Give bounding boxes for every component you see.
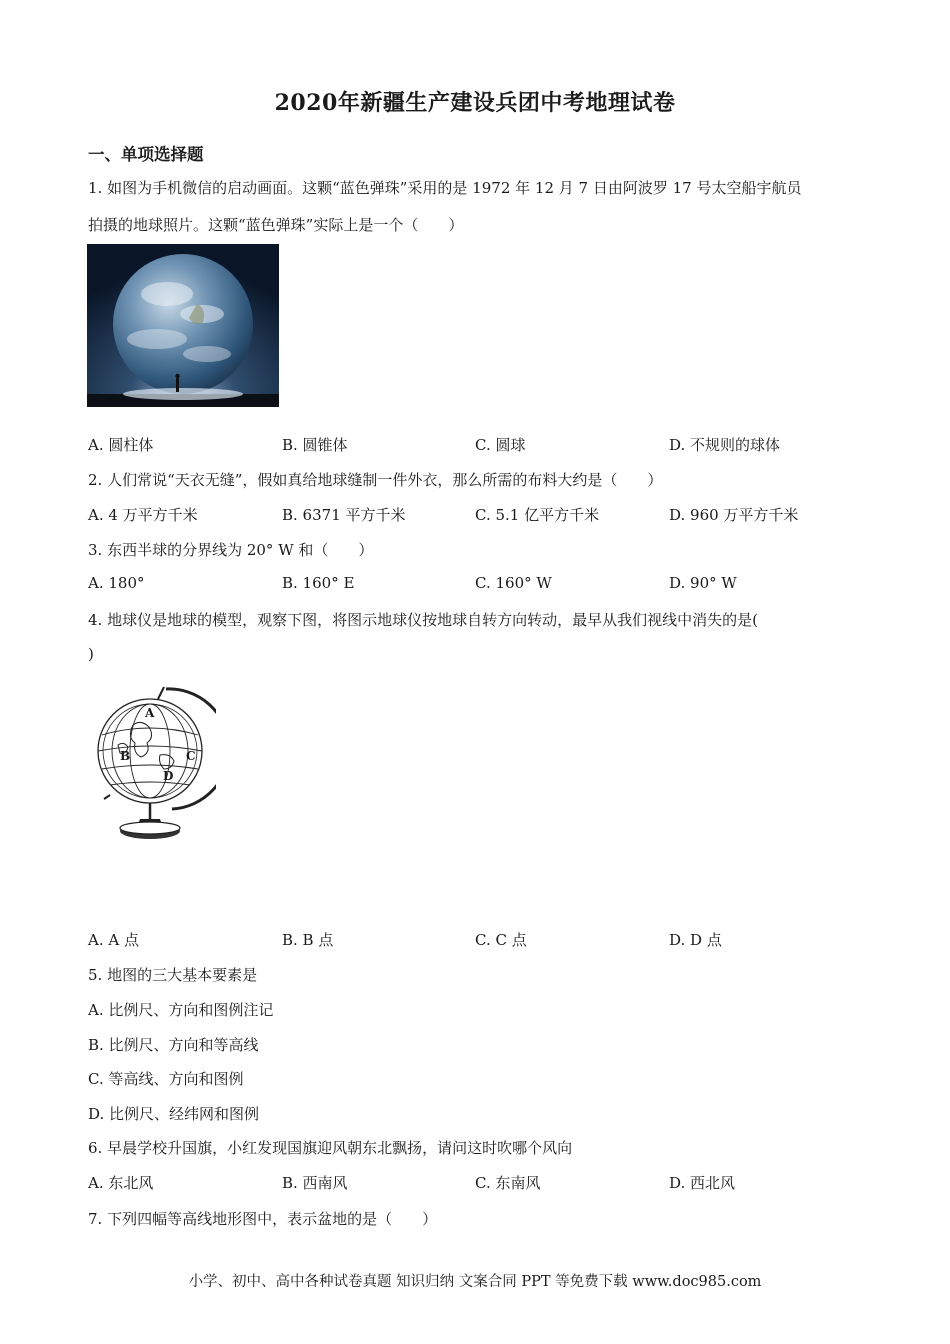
question-1-option-c: C. 圆球 [475, 436, 526, 454]
question-6-option-c: C. 东南风 [475, 1174, 541, 1192]
question-4-text-line2: ) [88, 645, 94, 663]
question-5-option-b: B. 比例尺、方向和等高线 [88, 1036, 259, 1054]
question-6-text: 6. 早晨学校升国旗，小红发现国旗迎风朝东北飘扬，请问这时吹哪个风向 [88, 1139, 573, 1157]
question-2-option-c: C. 5.1 亿平方千米 [475, 506, 600, 524]
question-1-text-line2: 拍摄的地球照片。这颗“蓝色弹珠”实际上是一个（ ） [88, 216, 464, 234]
globe-label-c: C [186, 749, 196, 763]
question-6-option-d: D. 西北风 [669, 1174, 736, 1192]
question-2-option-b: B. 6371 平方千米 [282, 506, 406, 524]
question-5-text: 5. 地图的三大基本要素是 [88, 966, 258, 984]
question-4-option-b: B. B 点 [282, 931, 334, 949]
question-1-option-b: B. 圆锥体 [282, 436, 348, 454]
question-2-text: 2. 人们常说“天衣无缝”，假如真给地球缝制一件外衣，那么所需的布料大约是（ ） [88, 471, 663, 489]
globe-label-d: D [163, 769, 174, 783]
question-3-option-a: A. 180° [88, 574, 145, 592]
page-title: 2020年新疆生产建设兵团中考地理试卷 [274, 90, 676, 116]
question-3-option-d: D. 90° W [669, 574, 737, 592]
question-3-option-b: B. 160° E [282, 574, 355, 592]
question-6-option-b: B. 西南风 [282, 1174, 348, 1192]
globe-label-a: A [145, 706, 155, 720]
question-3-text: 3. 东西半球的分界线为 20° W 和（ ） [88, 541, 374, 559]
globe-label-b: B [120, 749, 131, 763]
question-4-option-a: A. A 点 [88, 931, 139, 949]
question-7-text: 7. 下列四幅等高线地形图中，表示盆地的是（ ） [88, 1210, 438, 1228]
question-5-option-c: C. 等高线、方向和图例 [88, 1070, 244, 1088]
page-footer: 小学、初中、高中各种试卷真题 知识归纳 文案合同 PPT 等免费下载 www.doc985.com [188, 1274, 762, 1290]
section-heading: 一、单项选择题 [88, 145, 204, 164]
question-5-option-a: A. 比例尺、方向和图例注记 [88, 1001, 274, 1019]
question-6-option-a: A. 东北风 [88, 1174, 154, 1192]
question-3-option-c: C. 160° W [475, 574, 552, 592]
question-4-option-d: D. D 点 [669, 931, 722, 949]
question-1-text-line1: 1. 如图为手机微信的启动画面。这颗“蓝色弹珠”采用的是 1972 年 12 月 7 日由阿波罗 17 号太空船宇航员 [88, 179, 802, 197]
question-4-text-line1: 4. 地球仪是地球的模型，观察下图，将图示地球仪按地球自转方向转动，最早从我们视线中消失的是( [88, 611, 758, 629]
question-2-option-a: A. 4 万平方千米 [88, 506, 198, 524]
blue-marble-earth-image [87, 244, 279, 407]
question-4-option-c: C. C 点 [475, 931, 527, 949]
question-2-option-d: D. 960 万平方千米 [669, 506, 799, 524]
question-1-option-a: A. 圆柱体 [88, 436, 154, 454]
question-5-option-d: D. 比例尺、经纬网和图例 [88, 1105, 260, 1123]
globe-diagram [88, 685, 216, 845]
question-1-option-d: D. 不规则的球体 [669, 436, 781, 454]
